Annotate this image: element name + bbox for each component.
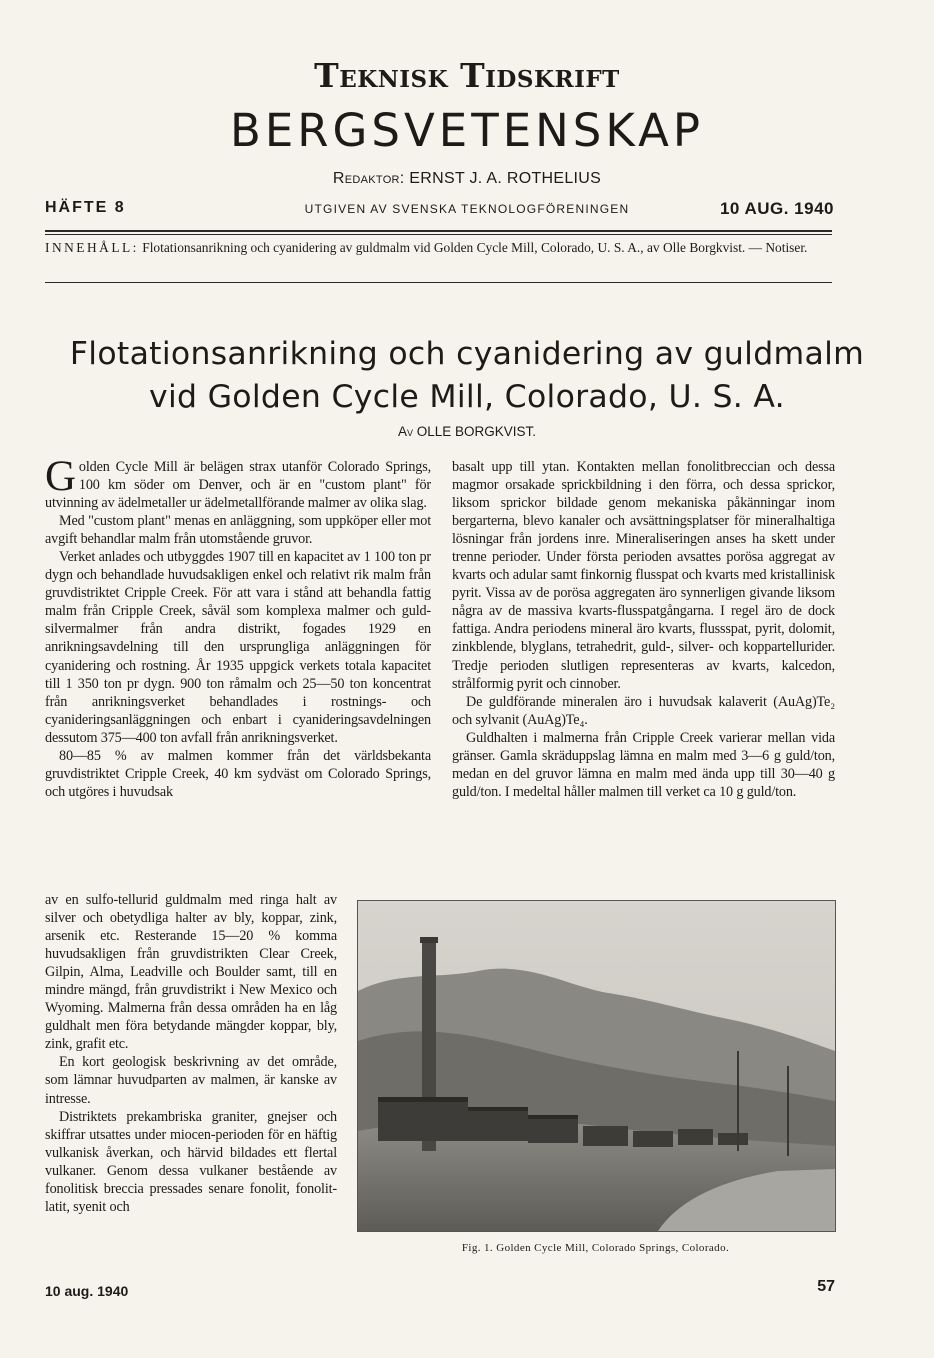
- header-rule: [45, 230, 832, 232]
- contents-text: Flotationsanrikning och cyanidering av guldmalm vid Golden Cycle Mill, Colorado, U. S. A., av Olle Borgkvist. — Notiser.: [142, 240, 808, 255]
- paragraph-4b: av en sulfo-tellurid guldmalm med ringa halt av silver och obetydliga halter av bly, koppar, zink, arsenik etc. Resterande 15—20 % komma huvudsakligen från gruvdistrikten Clear Creek, Gilpin, Alma, Leadville och Boulder samt, till en mindre mängd, från gruvdistrikt i New Mexico och Wyoming. Malmerna från dessa områden ha en låg guldhalt men föra betydande mängder koppar, bly, zink, grafit etc.: [45, 892, 337, 1053]
- right-column: [452, 458, 835, 801]
- paragraph-2: Med "custom plant" menas en anläggning, som uppköper eller mot avgift behandlar malm från utomstående gruvor.: [45, 513, 431, 548]
- article-title-line-1: Flotationsanrikning och cyanidering av guldmalm: [69, 336, 865, 372]
- header-rule-thin: [45, 234, 832, 235]
- issue-date: 10 AUG. 1940: [719, 199, 834, 218]
- paragraph-1-text: olden Cycle Mill är belägen strax utanför Colorado Springs, 100 km söder om Denver, och är en "custom plant" för utvinning av ädelmetaller ur ädelmetallförande malmer av olika slag.: [45, 459, 431, 512]
- editor-line: Redaktor: ERNST J. A. ROTHELIUS: [332, 170, 602, 187]
- paragraph-4a: 80—85 % av malmen kommer från det världsbekanta gruvdistriktet Cripple Creek, 40 km sydväst om Colorado Springs, och utgöres i huvudsak: [45, 747, 431, 800]
- smokestack-top: [420, 937, 438, 943]
- photo-illustration: [358, 901, 835, 1231]
- contents-rule: [45, 282, 832, 283]
- journal-title: Teknisk Tidskrift: [314, 56, 620, 95]
- article-title-line-2: vid Golden Cycle Mill, Colorado, U. S. A.: [149, 379, 785, 415]
- section-title: BERGSVETENSKAP: [229, 104, 704, 157]
- publisher-line: UTGIVEN AV SVENSKA TEKNOLOGFÖRENINGEN: [304, 202, 630, 216]
- issue-number: HÄFTE 8: [45, 199, 126, 216]
- paragraph-6: Distriktets prekambriska graniter, gnejser och skiffrar utsattes under miocen-perioden för en häftig vulkanisk åverkan, och härvid bildades ett flertal vulkaner. Genom dessa vulkaner bestående av fonolitisk breccia pressades senare fonolit, fonolit-latit, syenit och: [45, 1108, 337, 1215]
- left-column: [45, 453, 431, 801]
- right-paragraph-3: Guldhalten i malmerna från Cripple Creek varierar mellan vida gränser. Gamla skräduppslag lämna en malm med 3—6 g guld/ton, medan en del gruvor lämna en malm med ända upp till 30—40 g guld/ton. I medeltal håller malmen till verket ca 10 g guld/ton.: [452, 729, 835, 800]
- paragraph-3: Verket anlades och utbyggdes 1907 till en kapacitet av 1 100 ton pr dygn och behandlade huvudsakligen enkel och relativt rik malm från gruvdistriktet Cripple Creek. För att vara i stånd att behandla fattig malm från Cripple Creek, såväl som komplexa malmer och guld-silvermalmer från andra distrikt, fogades 1929 en anrikningsavdelning till den ursprungliga anläggningen för cyanidering och rostning. År 1935 uppgick verkets totala kapacitet till 1 350 ton pr dygn. 900 ton råmalm och 25—50 ton koncentrat från anrikningsverket behandlades i rostnings- och cyanideringsanläggningen och enbart i cyanideringsavdelningen dessutom 375—400 ton avfall från anrikningsverket.: [45, 549, 431, 746]
- paragraph-5: En kort geologisk beskrivning av det område, som lämnar huvudparten av malmen, är kanske av intresse.: [45, 1054, 337, 1107]
- left-column-narrow: [45, 891, 337, 1216]
- right-paragraph-2: De guldförande mineralen äro i huvudsak kalaverit (AuAg)Te₂ och sylvanit (AuAg)Te₄.: [452, 693, 835, 728]
- contents-block: [45, 239, 835, 257]
- page-number: 57: [817, 1278, 835, 1295]
- article-title: [0, 333, 934, 419]
- article-byline: Av OLLE BORGKVIST.: [397, 424, 537, 439]
- figure-caption: Fig. 1. Golden Cycle Mill, Colorado Springs, Colorado.: [461, 1242, 730, 1254]
- right-paragraph-1: basalt upp till ytan. Kontakten mellan fonolitbreccian och dessa magmor orsakade sprickbildning i den förra, och dessa sprickor, liksom sprickor bildade genom mekaniska påkänningar inom bergarterna, blevo kanaler och avsättningsplatser för mineralhaltiga lösningar från jordens inre. Mineraliseringen anses ha skett under trenne perioder. Under första perioden avsattes porösa aggregat av kvarts och adular samt finkornig flusspat och kvarts med kristallinisk pyrit. Vissa av de porösa aggregaten äro synnerligen givande liksom några av de massiva kvarts-flusspatgångarna. I regel äro de dock fattiga. Andra periodens mineral äro kvarts, flussspat, pyrit, dolomit, zinkblende, blyglans, tetrahedrit, guld-, silver- och koppartellurider. Tredje perioden slutligen representeras av kvarts, kalcedon, strålformig pyrit och cinnober.: [452, 459, 835, 692]
- paragraph-1: [45, 453, 431, 512]
- contents-label: INNEHÅLL:: [45, 240, 139, 255]
- drop-cap: G: [45, 453, 76, 500]
- footer-date: 10 aug. 1940: [45, 1283, 129, 1299]
- mill-photograph: [357, 900, 836, 1232]
